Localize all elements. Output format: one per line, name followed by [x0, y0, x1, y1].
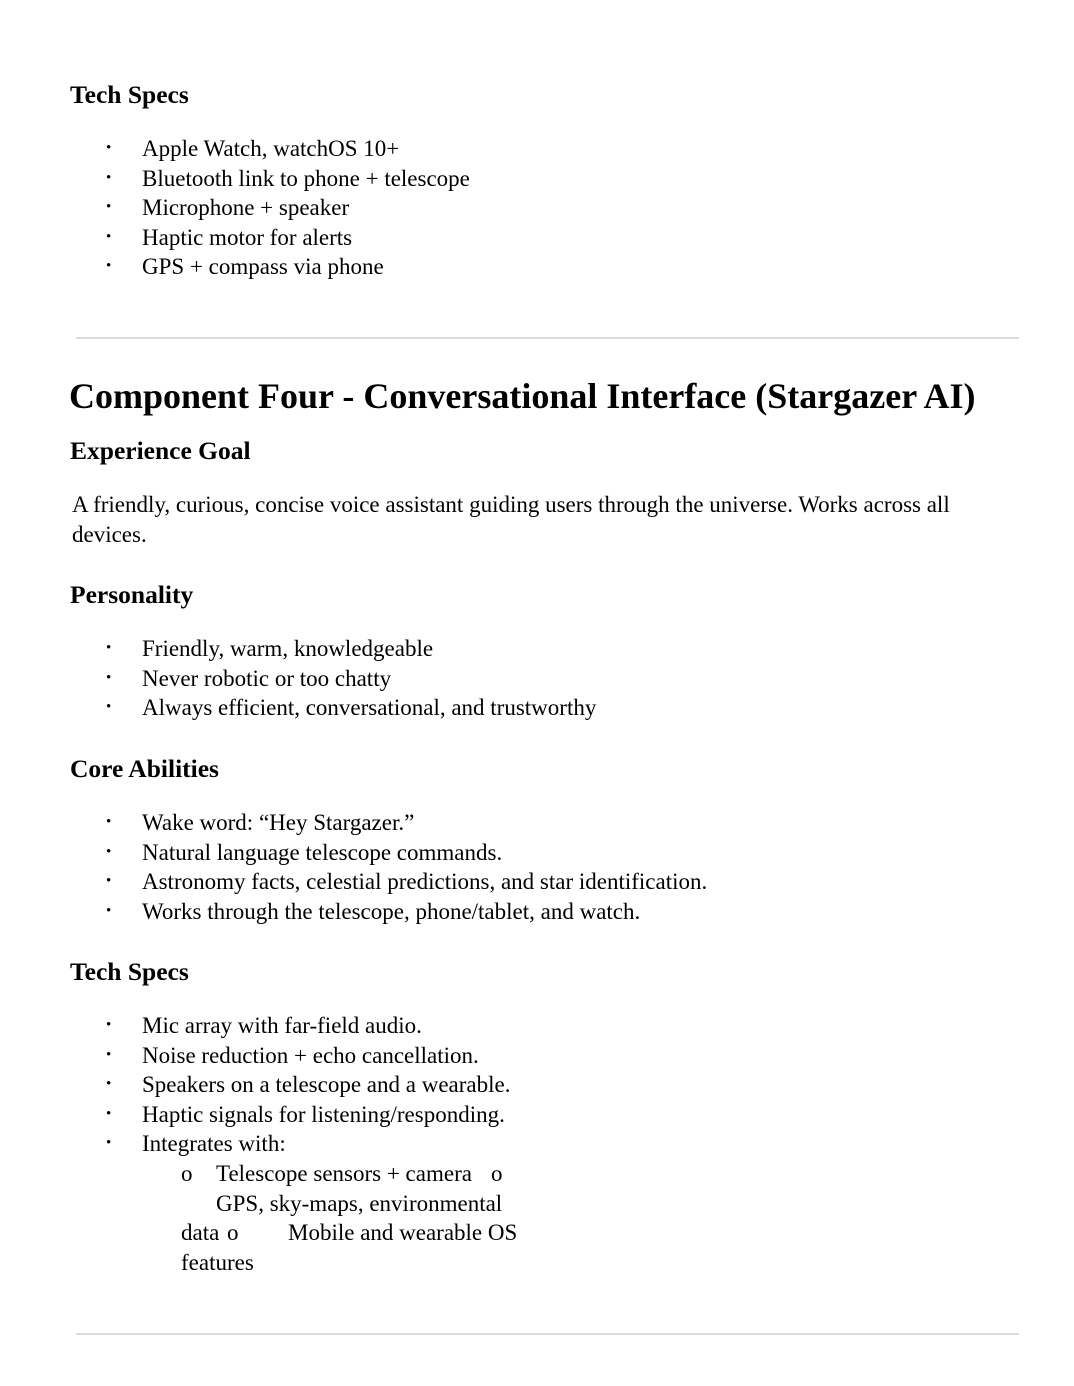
tech-specs-heading-top: Tech Specs [70, 80, 189, 109]
section-divider [76, 337, 1019, 339]
sub-bullet-icon: o [491, 1161, 503, 1186]
experience-goal-heading: Experience Goal [70, 436, 251, 465]
bullet-icon: • [106, 140, 112, 156]
bullet-icon: • [106, 902, 112, 919]
bullet-icon: • [106, 1105, 112, 1122]
sub-bullet-icon: o [181, 1161, 193, 1186]
bullet-icon: • [106, 873, 112, 889]
sub-bullet-icon: o [227, 1220, 239, 1245]
tech-specs-heading: Tech Specs [70, 957, 189, 986]
component-title: Component Four - Conversational Interface (Stargazer AI) [69, 376, 976, 416]
sub-line: GPS, sky-maps, environmental [216, 1191, 503, 1216]
bullet-icon: • [106, 640, 112, 656]
bullet-icon: • [106, 669, 112, 686]
bullet-icon: • [106, 843, 112, 860]
bullet-icon: • [106, 199, 112, 215]
bullet-icon: • [106, 169, 112, 186]
core-abilities-heading: Core Abilities [70, 754, 219, 783]
section-divider [76, 1333, 1019, 1335]
document-page: Tech Specs • Apple Watch, watchOS 10+ • Bluetooth link to phone + telescope • Microphone + speaker • Haptic motor for alerts • GPS + compass via phone Component Four - Conversational Interface (Stargazer AI) Experience Goal A friendly, curious, concise voice assistant guiding users through the universe. Works across all devices. Personality • Friendly, warm, knowledgeable • Never robotic or too chatty • Always efficient, conversational, and trustworthy Core Abilities • Wake word: “Hey Stargazer.” • Natural language telescope commands. • Astronomy facts, celestial predictions, and star identification. • Works through the telescope, phone/tablet, and watch. Tech Specs • Mic array with far-field audio. • Noise reduction + echo cancellation. • Speakers on a telescope and a wearable. • Haptic signals for listening/responding. • Integrates with: o Telescope sensors + camera o GPS, sky-maps, environmental data o Mobile and wearable OS features [0, 0, 1074, 1386]
experience-goal-text: A friendly, curious, concise voice assistant guiding users through the universe. Works across all devices. [72, 492, 950, 547]
bullet-icon: • [106, 814, 112, 830]
sub-line: data [181, 1220, 220, 1245]
bullet-icon: • [106, 1017, 112, 1033]
bullet-icon: • [106, 1076, 112, 1092]
sub-line: Mobile and wearable OS [288, 1220, 518, 1245]
sub-line: Telescope sensors + camera [216, 1161, 472, 1186]
bullet-icon: • [106, 1046, 112, 1063]
bullet-icon: • [106, 228, 112, 245]
personality-heading: Personality [70, 580, 194, 609]
bullet-icon: • [106, 699, 112, 715]
bullet-icon: • [106, 258, 112, 274]
sub-line: features [181, 1250, 254, 1275]
bullet-icon: • [106, 1135, 112, 1151]
